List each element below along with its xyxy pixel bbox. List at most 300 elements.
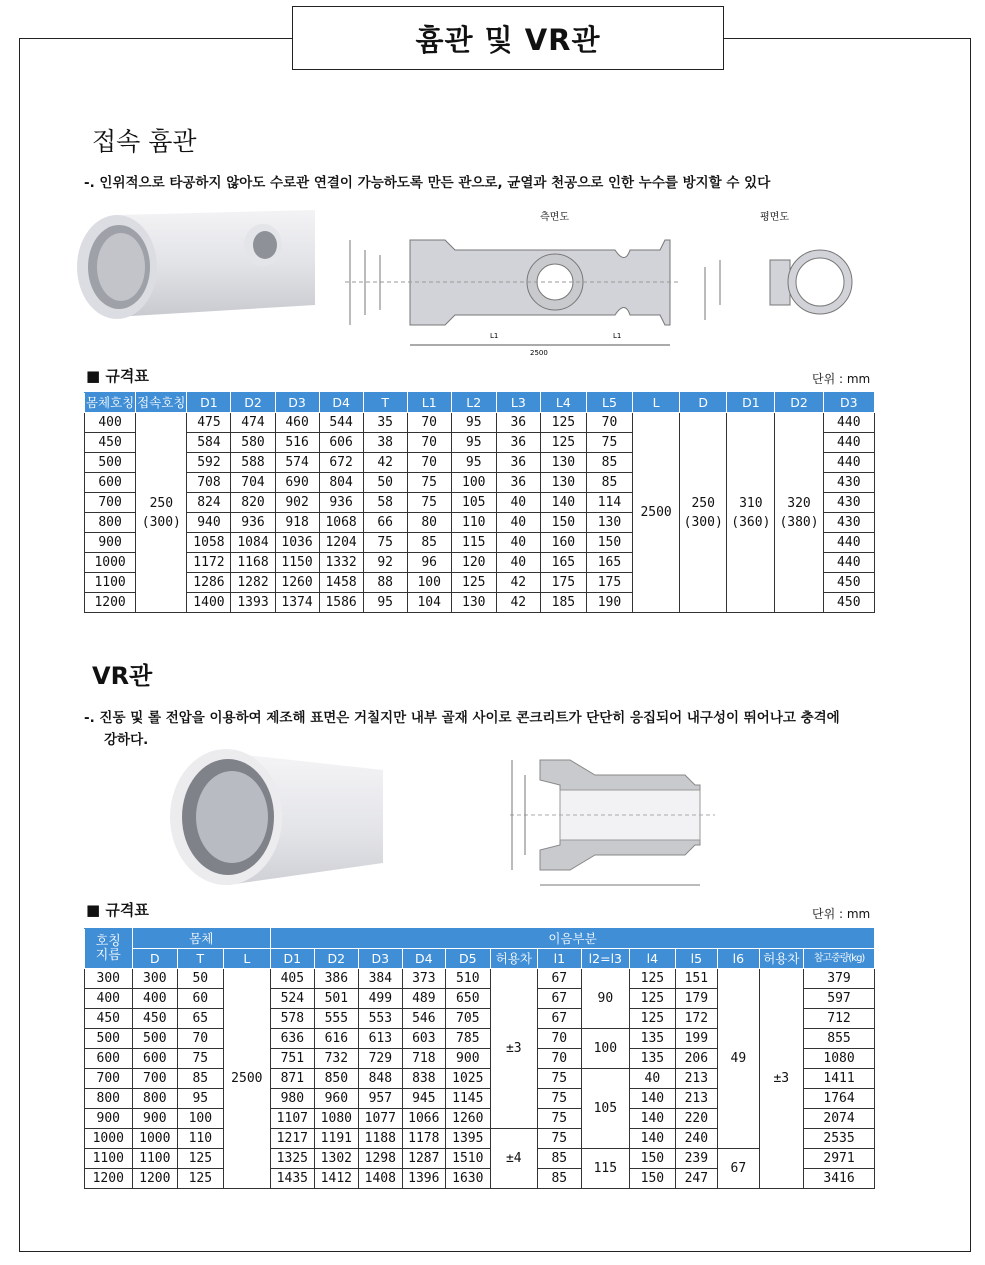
- cell-d4: 1204: [319, 533, 363, 553]
- cell-d5: 1630: [446, 1169, 491, 1189]
- cell-name: 450: [85, 433, 136, 453]
- cell-name: 400: [85, 413, 136, 433]
- col-header: 허용차: [490, 949, 538, 969]
- cell-d4: 1332: [319, 553, 363, 573]
- cell-l6: 67: [718, 1149, 759, 1189]
- connection-pipe-diagram: [335, 205, 880, 360]
- cell-d4: 945: [402, 1089, 445, 1109]
- cell-d2: 580: [231, 433, 275, 453]
- section2-spec-label: ■ 규격표: [86, 901, 149, 919]
- cell-d2: 501: [314, 989, 359, 1009]
- cell-d2: 704: [231, 473, 275, 493]
- cell-l2: 120: [451, 553, 496, 573]
- value-D: 250: [691, 495, 715, 511]
- cell-d5: 785: [446, 1029, 491, 1049]
- cell-weight: 855: [804, 1029, 875, 1049]
- cell-l5: 172: [675, 1009, 717, 1029]
- col-header: 몸체호칭: [85, 393, 136, 413]
- cell-t: 50: [178, 969, 224, 989]
- cell-l5: 190: [586, 593, 632, 613]
- cell-d4: 546: [402, 1009, 445, 1029]
- cell-weight: 1764: [804, 1089, 875, 1109]
- cell-t: 75: [363, 533, 407, 553]
- col-header: L4: [540, 393, 586, 413]
- cell-d4: 804: [319, 473, 363, 493]
- cell-nominal: 1000: [85, 1129, 133, 1149]
- cell-l1: 85: [538, 1149, 581, 1169]
- cell-t: 58: [363, 493, 407, 513]
- cell-l1: 75: [538, 1069, 581, 1089]
- cell-d2: 616: [314, 1029, 359, 1049]
- cell-l2: 100: [451, 473, 496, 493]
- cell-l1: 70: [538, 1049, 581, 1069]
- cell-d4: 373: [402, 969, 445, 989]
- cell-d2: 960: [314, 1089, 359, 1109]
- cell-d1: 708: [187, 473, 231, 493]
- cell-l4: 150: [630, 1169, 676, 1189]
- cell-l4: 135: [630, 1049, 676, 1069]
- cell-d1: 824: [187, 493, 231, 513]
- cell-d5: 1025: [446, 1069, 491, 1089]
- cell-l5: 165: [586, 553, 632, 573]
- cell-d4: 672: [319, 453, 363, 473]
- cell-d4: 936: [319, 493, 363, 513]
- cell-d3: 729: [359, 1049, 402, 1069]
- cell-d3b: 430: [823, 473, 874, 493]
- cell-d: 1200: [132, 1169, 178, 1189]
- cell-l1: 70: [407, 453, 451, 473]
- cell-l2: 115: [451, 533, 496, 553]
- cell-t: 38: [363, 433, 407, 453]
- cell-d4: 1178: [402, 1129, 445, 1149]
- cell-d1: 940: [187, 513, 231, 533]
- cell-d5: 900: [446, 1049, 491, 1069]
- cell-t: 85: [178, 1069, 224, 1089]
- cell-weight: 1411: [804, 1069, 875, 1089]
- cell-d3b: 430: [823, 493, 874, 513]
- table-subheader-row: [85, 949, 875, 969]
- col-header: D3: [275, 393, 319, 413]
- cell-d2: 1412: [314, 1169, 359, 1189]
- cell-t: 75: [178, 1049, 224, 1069]
- table-row: [85, 969, 875, 989]
- cell-d1: 636: [271, 1029, 314, 1049]
- cell-d1: 1107: [271, 1109, 314, 1129]
- cell-d1: 584: [187, 433, 231, 453]
- cell-d1: 578: [271, 1009, 314, 1029]
- col-header: D5: [446, 949, 491, 969]
- col-header: D1: [271, 949, 314, 969]
- cell-l4: 40: [630, 1069, 676, 1089]
- cell-d1: 405: [271, 969, 314, 989]
- col-header: D: [132, 949, 178, 969]
- cell-name: 500: [85, 453, 136, 473]
- l1-left-dimension: L1: [490, 332, 499, 340]
- connection-pipe-spec-table: [84, 392, 875, 613]
- cell-D2b: [775, 413, 823, 613]
- cell-d2: 386: [314, 969, 359, 989]
- connection-pipe-photo: [75, 205, 325, 325]
- cell-d: 400: [132, 989, 178, 1009]
- cell-l4: 165: [540, 553, 586, 573]
- cell-d2: 820: [231, 493, 275, 513]
- cell-name: 800: [85, 513, 136, 533]
- cell-d: 800: [132, 1089, 178, 1109]
- cell-d3b: 450: [823, 573, 874, 593]
- col-header: T: [363, 393, 407, 413]
- cell-d4: 718: [402, 1049, 445, 1069]
- cell-tolerance1: ±3: [490, 969, 538, 1129]
- cell-t: 50: [363, 473, 407, 493]
- col-header: L3: [496, 393, 540, 413]
- page-title: 흄관 및 VR관: [292, 6, 724, 70]
- cell-d: 1000: [132, 1129, 178, 1149]
- side-view-label: 측면도: [540, 212, 569, 223]
- cell-l5: 85: [586, 453, 632, 473]
- cell-l4: 140: [630, 1089, 676, 1109]
- cell-nominal: 450: [85, 1009, 133, 1029]
- cell-l1: 70: [407, 433, 451, 453]
- cell-l3: 40: [496, 553, 540, 573]
- cell-d1: 1325: [271, 1149, 314, 1169]
- cell-t: 92: [363, 553, 407, 573]
- cell-nominal: 900: [85, 1109, 133, 1129]
- cell-d4: 838: [402, 1069, 445, 1089]
- cell-d3: 1077: [359, 1109, 402, 1129]
- cell-l4: 140: [630, 1129, 676, 1149]
- cell-d3b: 440: [823, 533, 874, 553]
- cell-l1: 80: [407, 513, 451, 533]
- value-D2b_alt: (380): [779, 514, 819, 530]
- cell-d3: 690: [275, 473, 319, 493]
- cell-l2: 130: [451, 593, 496, 613]
- cell-d1: 871: [271, 1069, 314, 1089]
- cell-weight: 2971: [804, 1149, 875, 1169]
- cell-l1: 75: [538, 1129, 581, 1149]
- cell-l5: 220: [675, 1109, 717, 1129]
- cell-d3: 1374: [275, 593, 319, 613]
- col-header: D2: [314, 949, 359, 969]
- cell-d4: 606: [319, 433, 363, 453]
- cell-name: 600: [85, 473, 136, 493]
- cell-D: [680, 413, 727, 613]
- cell-tolerance1: ±4: [490, 1129, 538, 1189]
- cell-l5: 199: [675, 1029, 717, 1049]
- cell-l3: 36: [496, 413, 540, 433]
- cell-d3: 1408: [359, 1169, 402, 1189]
- cell-name: 1200: [85, 593, 136, 613]
- cell-d3: 516: [275, 433, 319, 453]
- section2-description-line1: -. 진동 및 롤 전압을 이용하여 제조해 표면은 거칠지만 내부 골재 사이로 콘크리트가 단단히 응집되어 내구성이 뛰어나고 충격에: [84, 710, 840, 726]
- cell-l2: 105: [451, 493, 496, 513]
- cell-l5: 151: [675, 969, 717, 989]
- cell-d4: 1068: [319, 513, 363, 533]
- cell-d1: 751: [271, 1049, 314, 1069]
- cell-d3b: 440: [823, 433, 874, 453]
- cell-d3: 918: [275, 513, 319, 533]
- cell-t: 65: [178, 1009, 224, 1029]
- cell-nominal: 700: [85, 1069, 133, 1089]
- cell-l5: 239: [675, 1149, 717, 1169]
- cell-nominal: 1100: [85, 1149, 133, 1169]
- cell-d3: 957: [359, 1089, 402, 1109]
- cell-t: 42: [363, 453, 407, 473]
- cell-d1: 1400: [187, 593, 231, 613]
- cell-l4: 125: [630, 989, 676, 1009]
- col-header: D1: [727, 393, 775, 413]
- vr-pipe-spec-table: [84, 928, 875, 1189]
- cell-d4: 544: [319, 413, 363, 433]
- cell-d1: 1286: [187, 573, 231, 593]
- cell-l1: 104: [407, 593, 451, 613]
- col-header: L: [633, 393, 680, 413]
- cell-d4: 603: [402, 1029, 445, 1049]
- cell-l2: 125: [451, 573, 496, 593]
- col-header: L1: [407, 393, 451, 413]
- col-header: D3: [823, 393, 874, 413]
- cell-l4: 175: [540, 573, 586, 593]
- cell-nominal: 800: [85, 1089, 133, 1109]
- cell-t: 100: [178, 1109, 224, 1129]
- cell-t: 66: [363, 513, 407, 533]
- cell-d2: 555: [314, 1009, 359, 1029]
- cell-l5: 213: [675, 1089, 717, 1109]
- cell-l4: 125: [540, 433, 586, 453]
- cell-d3: 499: [359, 989, 402, 1009]
- cell-d: 500: [132, 1029, 178, 1049]
- cell-d: 700: [132, 1069, 178, 1089]
- cell-d2: 474: [231, 413, 275, 433]
- cell-l3: 42: [496, 573, 540, 593]
- col-group-socket: 이음부분: [271, 929, 875, 949]
- cell-d1: 1217: [271, 1129, 314, 1149]
- cell-d3: 553: [359, 1009, 402, 1029]
- cell-l3: 40: [496, 493, 540, 513]
- cell-l1: 70: [407, 413, 451, 433]
- cell-d3: 1260: [275, 573, 319, 593]
- cell-d2: 588: [231, 453, 275, 473]
- cell-d3b: 430: [823, 513, 874, 533]
- col-header: l1: [538, 949, 581, 969]
- cell-t: 125: [178, 1169, 224, 1189]
- cell-d3: 613: [359, 1029, 402, 1049]
- cell-l4: 185: [540, 593, 586, 613]
- cell-nominal: 1200: [85, 1169, 133, 1189]
- cell-d1: 980: [271, 1089, 314, 1109]
- section2-heading: VR관: [92, 662, 153, 690]
- cell-t: 35: [363, 413, 407, 433]
- col-header: D2: [231, 393, 275, 413]
- cell-l1: 67: [538, 989, 581, 1009]
- cell-l2-l3: 115: [581, 1149, 630, 1189]
- cell-d3: 1036: [275, 533, 319, 553]
- cell-l1: 70: [538, 1029, 581, 1049]
- cell-d2: 936: [231, 513, 275, 533]
- col-group-body: 몸체: [132, 929, 271, 949]
- col-header: D3: [359, 949, 402, 969]
- cell-d1: 1172: [187, 553, 231, 573]
- value-D2b: 320: [787, 495, 811, 511]
- cell-l1: 67: [538, 969, 581, 989]
- cell-l1: 75: [538, 1109, 581, 1129]
- cell-d3: 1150: [275, 553, 319, 573]
- cell-connect-size: [136, 413, 187, 613]
- cell-d3b: 440: [823, 553, 874, 573]
- cell-l2: 95: [451, 453, 496, 473]
- cell-d1: 524: [271, 989, 314, 1009]
- col-header: L: [223, 949, 271, 969]
- l1-right-dimension: L1: [613, 332, 622, 340]
- col-header: D1: [187, 393, 231, 413]
- cell-d3: 384: [359, 969, 402, 989]
- cell-l1: 85: [538, 1169, 581, 1189]
- cell-d5: 650: [446, 989, 491, 1009]
- cell-l2-l3: 100: [581, 1029, 630, 1069]
- vr-pipe-photo: [168, 745, 393, 890]
- cell-nominal: 500: [85, 1029, 133, 1049]
- cell-d3: 848: [359, 1069, 402, 1089]
- cell-l2-l3: 105: [581, 1069, 630, 1149]
- cell-l5: 175: [586, 573, 632, 593]
- cell-l4: 130: [540, 473, 586, 493]
- cell-l6: 49: [718, 969, 759, 1149]
- cell-tolerance2: ±3: [759, 969, 804, 1189]
- cell-d4: 1458: [319, 573, 363, 593]
- cell-d4: 1396: [402, 1169, 445, 1189]
- col-header: L2: [451, 393, 496, 413]
- cell-l4: 125: [630, 1009, 676, 1029]
- col-header: 접속호칭: [136, 393, 187, 413]
- connect-size-alt: (300): [141, 514, 181, 530]
- cell-d: 900: [132, 1109, 178, 1129]
- section1-description: -. 인위적으로 타공하지 않아도 수로관 연결이 가능하도록 만든 관으로, 균열과 천공으로 인한 누수를 방지할 수 있다: [84, 175, 771, 191]
- cell-l3: 36: [496, 473, 540, 493]
- cell-name: 1100: [85, 573, 136, 593]
- cell-l3: 40: [496, 513, 540, 533]
- col-header: 참고중량(kg): [804, 949, 875, 969]
- section2-description-line2: 강하다.: [104, 732, 149, 748]
- value-D1b: 310: [739, 495, 763, 511]
- cell-d5: 1510: [446, 1149, 491, 1169]
- cell-name: 1000: [85, 553, 136, 573]
- cell-l5: 70: [586, 413, 632, 433]
- cell-nominal: 300: [85, 969, 133, 989]
- value-D_alt: (300): [683, 514, 723, 530]
- table-row: [85, 1149, 875, 1169]
- cell-weight: 597: [804, 989, 875, 1009]
- table-header-row: [85, 393, 875, 413]
- col-header: D: [680, 393, 727, 413]
- connect-size: 250: [149, 495, 174, 511]
- cell-d3: 902: [275, 493, 319, 513]
- cell-name: 700: [85, 493, 136, 513]
- col-header: L5: [586, 393, 632, 413]
- cell-l5: 206: [675, 1049, 717, 1069]
- cell-d1: 1058: [187, 533, 231, 553]
- cell-t: 88: [363, 573, 407, 593]
- cell-d5: 1395: [446, 1129, 491, 1149]
- cell-l4: 125: [540, 413, 586, 433]
- cell-d: 1100: [132, 1149, 178, 1169]
- col-header: l4: [630, 949, 676, 969]
- cell-l5: 85: [586, 473, 632, 493]
- cell-weight: 712: [804, 1009, 875, 1029]
- cell-t: 110: [178, 1129, 224, 1149]
- cell-l4: 140: [630, 1109, 676, 1129]
- cell-d3: 574: [275, 453, 319, 473]
- cell-l5: 179: [675, 989, 717, 1009]
- cell-t: 125: [178, 1149, 224, 1169]
- cell-l1: 67: [538, 1009, 581, 1029]
- cell-d4: 1287: [402, 1149, 445, 1169]
- length-dimension: 2500: [530, 349, 548, 357]
- cell-l1: 100: [407, 573, 451, 593]
- cell-l5: 240: [675, 1129, 717, 1149]
- cell-weight: 2535: [804, 1129, 875, 1149]
- col-header: D4: [402, 949, 445, 969]
- cell-d3: 1298: [359, 1149, 402, 1169]
- cell-d2: 1302: [314, 1149, 359, 1169]
- cell-weight: 1080: [804, 1049, 875, 1069]
- cell-d4: 1066: [402, 1109, 445, 1129]
- cell-d2: 1191: [314, 1129, 359, 1149]
- cell-d5: 510: [446, 969, 491, 989]
- value-D1b_alt: (360): [731, 514, 771, 530]
- cell-l1: 96: [407, 553, 451, 573]
- cell-d2: 732: [314, 1049, 359, 1069]
- cell-l5: 114: [586, 493, 632, 513]
- cell-name: 900: [85, 533, 136, 553]
- cell-l5: 247: [675, 1169, 717, 1189]
- cell-nominal: 600: [85, 1049, 133, 1069]
- cell-t: 60: [178, 989, 224, 1009]
- cell-l1: 75: [407, 473, 451, 493]
- cell-d2: 1080: [314, 1109, 359, 1129]
- cell-l4: 135: [630, 1029, 676, 1049]
- cell-l1: 75: [407, 493, 451, 513]
- cell-l3: 36: [496, 453, 540, 473]
- section1-spec-label: ■ 규격표: [86, 367, 149, 385]
- cell-t: 95: [178, 1089, 224, 1109]
- cell-d2: 1393: [231, 593, 275, 613]
- cell-L: 2500: [223, 969, 271, 1189]
- cell-d5: 705: [446, 1009, 491, 1029]
- cell-l4: 150: [540, 513, 586, 533]
- cell-d2: 850: [314, 1069, 359, 1089]
- cell-d2: 1084: [231, 533, 275, 553]
- cell-l5: 130: [586, 513, 632, 533]
- cell-weight: 2074: [804, 1109, 875, 1129]
- cell-d4: 489: [402, 989, 445, 1009]
- cell-d5: 1260: [446, 1109, 491, 1129]
- cell-l4: 140: [540, 493, 586, 513]
- cell-l2: 110: [451, 513, 496, 533]
- cell-d4: 1586: [319, 593, 363, 613]
- cell-d1: 1435: [271, 1169, 314, 1189]
- cell-d: 600: [132, 1049, 178, 1069]
- cell-D1b: [727, 413, 775, 613]
- cell-d3b: 450: [823, 593, 874, 613]
- cell-d3b: 440: [823, 413, 874, 433]
- cell-L: 2500: [633, 413, 680, 613]
- cell-t: 95: [363, 593, 407, 613]
- cell-l2: 95: [451, 413, 496, 433]
- cell-l4: 130: [540, 453, 586, 473]
- cell-d3b: 440: [823, 453, 874, 473]
- col-header: D4: [319, 393, 363, 413]
- cell-d2: 1282: [231, 573, 275, 593]
- cell-l1: 75: [538, 1089, 581, 1109]
